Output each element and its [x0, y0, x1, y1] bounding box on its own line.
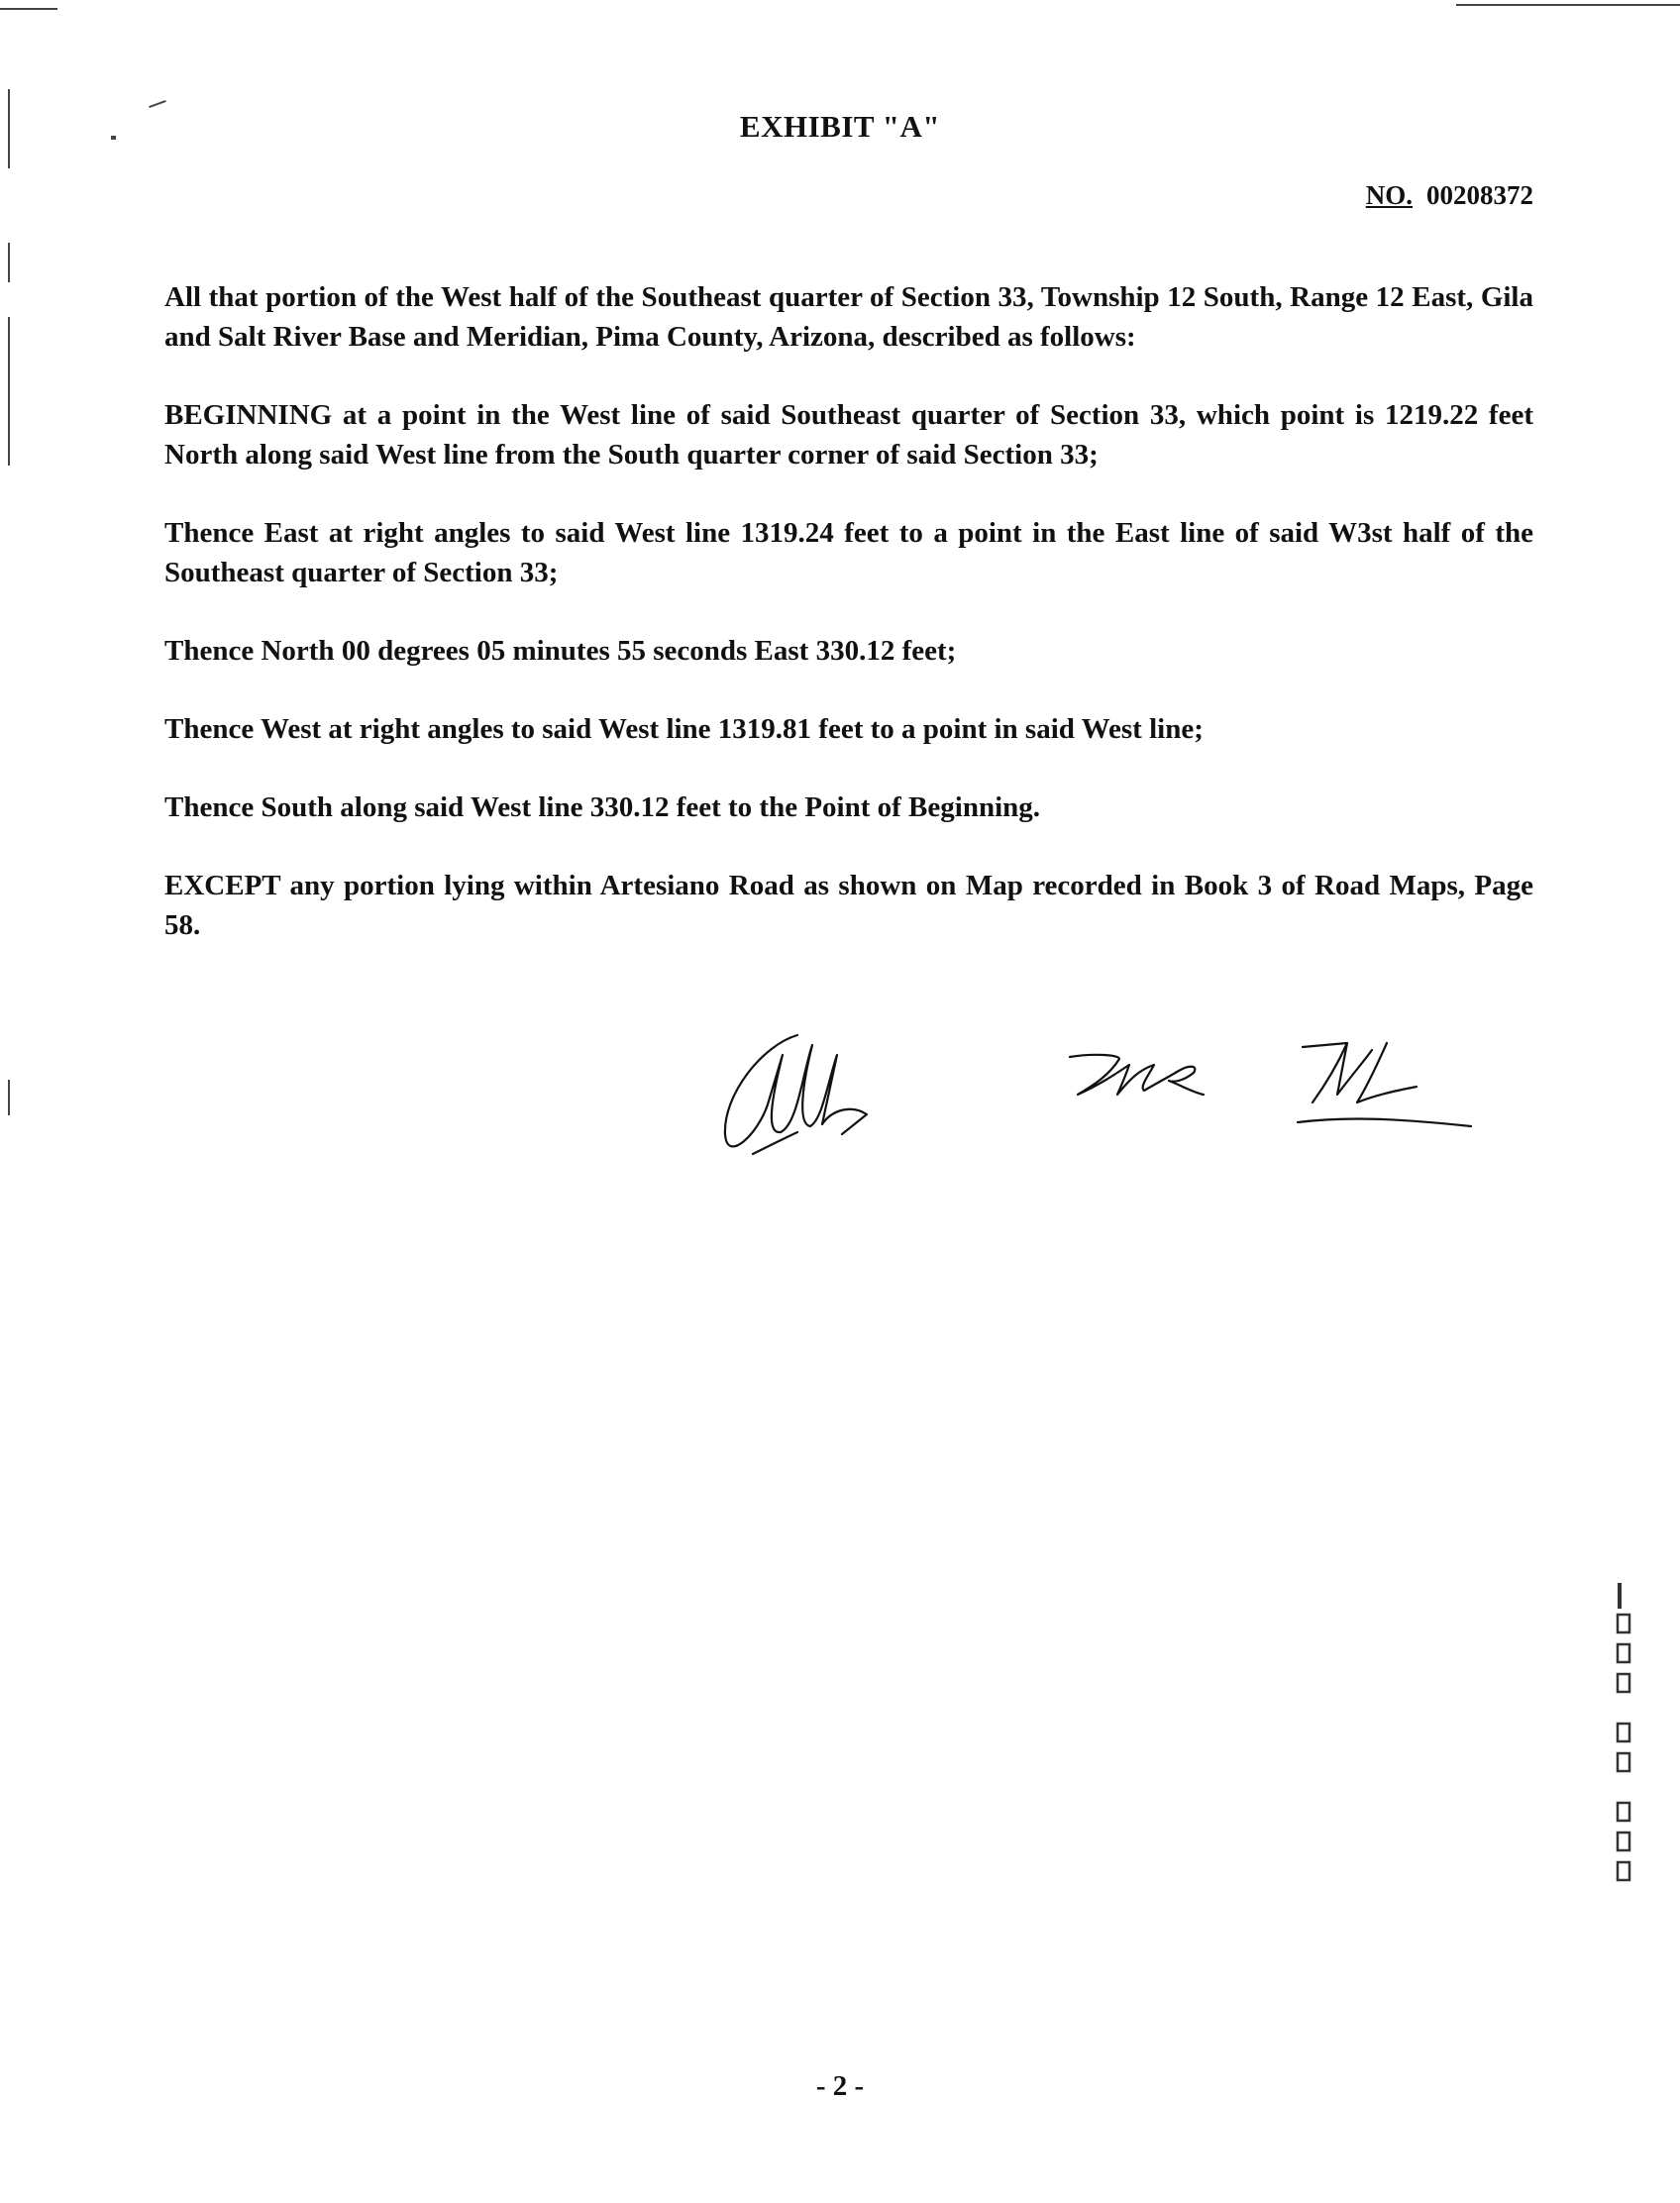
legal-description: [164, 277, 1533, 984]
paragraph-thence-east: Thence East at right angles to said West line 1319.24 feet to a point in the East line of said W3st half of the Southeast quarter of Section 33;: [164, 517, 1533, 588]
initials-3: [1303, 1043, 1417, 1102]
scan-speck: [149, 100, 166, 108]
initials-1-underline: [753, 1132, 797, 1154]
signature-initials: [703, 1015, 1516, 1174]
initials-1: [725, 1035, 867, 1146]
document-number-label: NO.: [1365, 180, 1413, 210]
paragraph-thence-west: Thence West at right angles to said West line 1319.81 feet to a point in said West line;: [164, 713, 1204, 745]
paragraph-intro: All that portion of the West half of the Southeast quarter of Section 33, Township 12 South, Range 12 East, Gila and Salt River Base and Meridian, Pima County, Arizona, described as follows:: [164, 281, 1533, 353]
scan-line-left-margin: [8, 243, 10, 282]
margin-stamp: [1610, 1575, 1645, 1902]
document-number: [1366, 180, 1533, 211]
scan-line-top-right: [1456, 4, 1680, 6]
paragraph-thence-north: Thence North 00 degrees 05 minutes 55 seconds East 330.12 feet;: [164, 635, 957, 667]
page-number: - 2 -: [815, 2070, 865, 2102]
initials-3-underline: [1298, 1119, 1471, 1126]
scan-line-left-margin: [8, 1080, 10, 1115]
scan-line-top-left: [0, 8, 57, 10]
exhibit-title: EXHIBIT "A": [739, 109, 941, 144]
document-number-value: 00208372: [1426, 180, 1533, 210]
signature-initials-drawing: [703, 1015, 1516, 1174]
initials-2: [1070, 1055, 1204, 1095]
margin-stamp-digits: [1610, 1575, 1645, 1902]
paragraph-beginning: BEGINNING at a point in the West line of said Southeast quarter of Section 33, which point is 1219.22 feet North along said West line from the South quarter corner of said Section 33;: [164, 399, 1533, 471]
paragraph-thence-south: Thence South along said West line 330.12 feet to the Point of Beginning.: [164, 791, 1041, 823]
scan-line-left-margin: [8, 317, 10, 466]
paragraph-except: EXCEPT any portion lying within Artesiano Road as shown on Map recorded in Book 3 of Road Maps, Page 58.: [164, 870, 1533, 941]
